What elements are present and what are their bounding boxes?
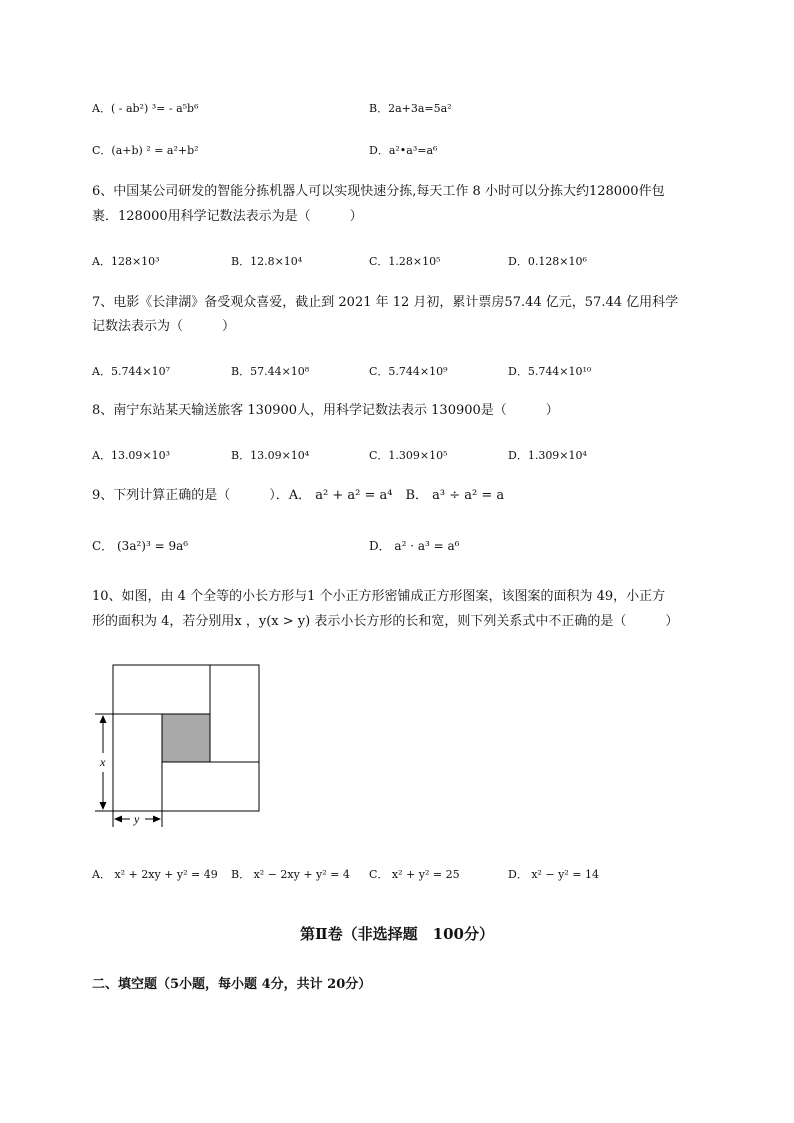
q9-stem: 9、下列计算正确的是（ ）．A． a² + a² = a⁴ B． a³ ÷ a² = a: [92, 488, 505, 503]
small-rectangle-bottom: [162, 762, 259, 811]
q6-stem-line2: 裹．128000用科学记数法表示为是（ ）: [92, 209, 363, 224]
label-y: y: [134, 812, 140, 826]
q6-option-c: C．1.28×10⁵: [369, 255, 441, 268]
q10-option-c: C． x² + y² = 25: [369, 868, 460, 881]
q7-option-a: A．5.744×10⁷: [92, 365, 171, 378]
q8-option-d: D．1.309×10⁴: [508, 449, 587, 462]
q6-stem-line1: 6、中国某公司研发的智能分拣机器人可以实现快速分拣,每天工作 8 小时可以分拣大约128000件包: [92, 184, 665, 199]
small-rectangle-top: [113, 665, 210, 714]
q8-stem: 8、南宁东站某天输送旅客 130900人，用科学记数法表示 130900是（ ）: [92, 403, 559, 418]
q6-option-b: B．12.8×10⁴: [231, 255, 303, 268]
q6-option-d: D．0.128×10⁶: [508, 255, 587, 268]
q7-option-b: B．57.44×10⁸: [231, 365, 310, 378]
q10-option-a: A． x² + 2xy + y² = 49: [92, 868, 218, 881]
q8-option-c: C．1.309×10⁵: [369, 449, 448, 462]
small-square-shaded: [162, 714, 210, 762]
label-x: x: [100, 755, 106, 769]
q9-option-c: C． (3a²)³ = 9a⁶: [92, 539, 189, 553]
small-rectangle-right: [210, 665, 259, 762]
q10-option-b: B． x² − 2xy + y² = 4: [231, 868, 350, 881]
q7-option-d: D．5.744×10¹⁰: [508, 365, 592, 378]
q10-figure: [85, 655, 275, 835]
q9-option-d: D． a² · a³ = a⁶: [369, 539, 460, 553]
q7-stem-line2: 记数法表示为（ ）: [92, 319, 236, 334]
q7-stem-line1: 7、电影《长津湖》备受观众喜爱，截止到 2021 年 12 月初，累计票房57.44 亿元，57.44 亿用科学: [92, 295, 679, 310]
section2-title: 第Ⅱ卷（非选择题 100分）: [300, 925, 494, 943]
q5-option-d: D．a²•a³=a⁶: [369, 144, 438, 157]
small-rectangle-left: [113, 714, 162, 811]
q7-option-c: C．5.744×10⁹: [369, 365, 448, 378]
q10-option-d: D． x² − y² = 14: [508, 868, 599, 881]
q6-option-a: A．128×10³: [92, 255, 160, 268]
q8-option-b: B．13.09×10⁴: [231, 449, 310, 462]
q10-stem-line2: 形的面积为 4，若分别用x ，y(x > y) 表示小长方形的长和宽，则下列关系式中不正确的是（ ）: [92, 614, 679, 629]
section2-subtitle: 二、填空题（5小题，每小题 4分，共计 20分）: [92, 977, 372, 992]
q10-stem-line1: 10、如图，由 4 个全等的小长方形与1 个小正方形密铺成正方形图案，该图案的面积为 49，小正方: [92, 589, 666, 604]
q5-option-b: B．2a+3a=5a²: [369, 102, 452, 115]
q5-option-a: A．( - ab²) ³= - a⁵b⁶: [92, 102, 199, 115]
q8-option-a: A．13.09×10³: [92, 449, 171, 462]
q5-option-c: C．(a+b) ² = a²+b²: [92, 144, 199, 157]
